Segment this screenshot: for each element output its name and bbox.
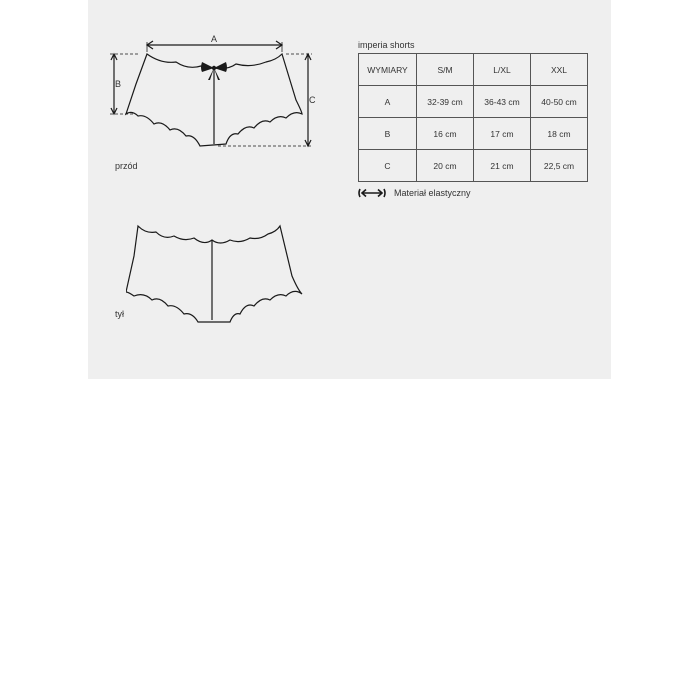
elastic-material-label: Materiał elastyczny	[394, 188, 471, 198]
elastic-material-legend	[358, 188, 471, 198]
front-view-label: przód	[115, 161, 138, 171]
table-row	[359, 86, 588, 118]
table-cell: 18 cm	[531, 118, 588, 150]
size-chart-panel	[88, 0, 611, 379]
table-cell: 17 cm	[474, 118, 531, 150]
dimension-a-label: A	[211, 34, 218, 44]
dimension-c-label: C	[309, 95, 316, 105]
front-shorts-sketch	[106, 34, 316, 154]
table-header-cell: L/XL	[474, 54, 531, 86]
table-header-cell: XXL	[531, 54, 588, 86]
table-header-cell: S/M	[417, 54, 474, 86]
table-header-row	[359, 54, 588, 86]
table-cell: 22,5 cm	[531, 150, 588, 182]
back-shorts-sketch	[126, 216, 306, 326]
product-title: imperia shorts	[358, 40, 415, 50]
double-arrow-icon	[358, 188, 386, 198]
table-cell: A	[359, 86, 417, 118]
table-header-cell: WYMIARY	[359, 54, 417, 86]
table-row	[359, 150, 588, 182]
table-cell: C	[359, 150, 417, 182]
table-cell: 20 cm	[417, 150, 474, 182]
table-cell: 32-39 cm	[417, 86, 474, 118]
back-view-label: tył	[115, 309, 124, 319]
dimension-b-label: B	[115, 79, 122, 89]
table-cell: B	[359, 118, 417, 150]
table-cell: 16 cm	[417, 118, 474, 150]
table-row	[359, 118, 588, 150]
table-cell: 36-43 cm	[474, 86, 531, 118]
size-table	[358, 53, 588, 182]
table-cell: 40-50 cm	[531, 86, 588, 118]
table-cell: 21 cm	[474, 150, 531, 182]
